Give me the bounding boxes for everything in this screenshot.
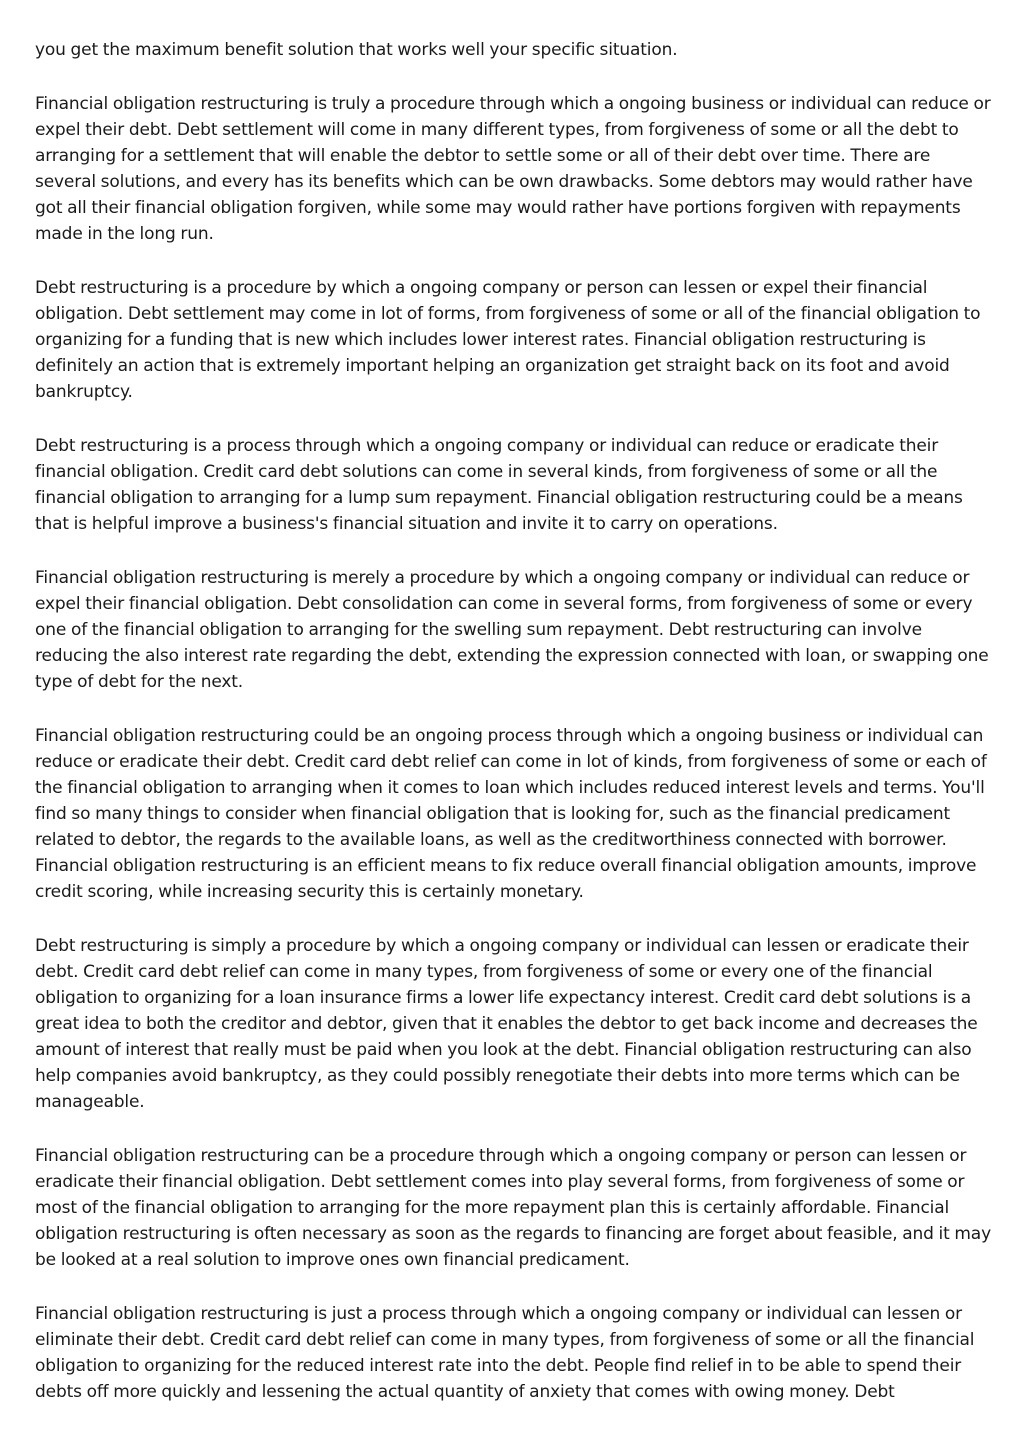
paragraph-5: Financial obligation restructuring is merely a procedure by which a ongoing company or individual can reduce or expel their financial obligation. Debt consolidation can come in several forms, from forgiveness of some or every one of the financial obligation to arranging for the swelling sum repayment. Debt restructuring can involve reducing the also interest rate regarding the debt, extending the expression connected with loan, or swapping one type of debt for the next. <box>35 568 989 692</box>
paragraph-6: Financial obligation restructuring could be an ongoing process through which a ongoing business or individual can reduce or eradicate their debt. Credit card debt relief can come in lot of kinds, from forgiveness of some or each of the financial obligation to arranging when it comes to loan which includes reduced interest levels and terms. You'll find so many things to consider when financial obligation that is looking for, such as the financial predicament related to debtor, the regards to the available loans, as well as the creditworthiness connected with borrower. Financial obligation restructuring is an efficient means to fix reduce overall financial obligation amounts, improve credit scoring, while increasing security this is certainly monetary. <box>35 726 987 902</box>
paragraph-4: Debt restructuring is a process through which a ongoing company or individual can reduce or eradicate their financial obligation. Credit card debt solutions can come in several kinds, from forgiveness of some or all the financial obligation to arranging for a lump sum repayment. Financial obligation restructuring could be a means that is helpful improve a business's financial situation and invite it to carry on operations. <box>35 436 963 534</box>
paragraph-2: Financial obligation restructuring is truly a procedure through which a ongoing business or individual can reduce or expel their debt. Debt settlement will come in many different types, from forgiveness of some or all the debt to arranging for a settlement that will enable the debtor to settle some or all of their debt over time. There are several solutions, and every has its benefits which can be own drawbacks. Some debtors may would rather have got all their financial obligation forgiven, while some may would rather have portions forgiven with repayments made in the long run. <box>35 94 991 244</box>
paragraph-8: Financial obligation restructuring can be a procedure through which a ongoing company or person can lessen or eradicate their financial obligation. Debt settlement comes into play several forms, from forgiveness of some or most of the financial obligation to arranging for the more repayment plan this is certainly affordable. Financial obligation restructuring is often necessary as soon as the regards to financing are forget about feasible, and it may be looked at a real solution to improve ones own financial predicament. <box>35 1146 991 1270</box>
paragraph-3: Debt restructuring is a procedure by which a ongoing company or person can lessen or expel their financial obligation. Debt settlement may come in lot of forms, from forgiveness of some or all of the financial obligation to organizing for a funding that is new which includes lower interest rates. Financial obligation restructuring is definitely an action that is extremely important helping an organization get straight back on its foot and avoid bankruptcy. <box>35 278 981 402</box>
paragraph-1: you get the maximum benefit solution that works well your specific situation. <box>35 40 678 60</box>
paragraph-7: Debt restructuring is simply a procedure by which a ongoing company or individual can lessen or eradicate their debt. Credit card debt relief can come in many types, from forgiveness of some or every one of the financial obligation to organizing for a loan insurance firms a lower life expectancy interest. Credit card debt solutions is a great idea to both the creditor and debtor, given that it enables the debtor to get back income and decreases the amount of interest that really must be paid when you look at the debt. Financial obligation restructuring can also help companies avoid bankruptcy, as they could possibly renegotiate their debts into more terms which can be manageable. <box>35 936 978 1112</box>
paragraph-9: Financial obligation restructuring is just a process through which a ongoing company or individual can lessen or eliminate their debt. Credit card debt relief can come in many types, from forgiveness of some or all the financial obligation to organizing for the reduced interest rate into the debt. People find relief in to be able to spend their debts off more quickly and lessening the actual quantity of anxiety that comes with owing money. Debt <box>35 1304 975 1402</box>
